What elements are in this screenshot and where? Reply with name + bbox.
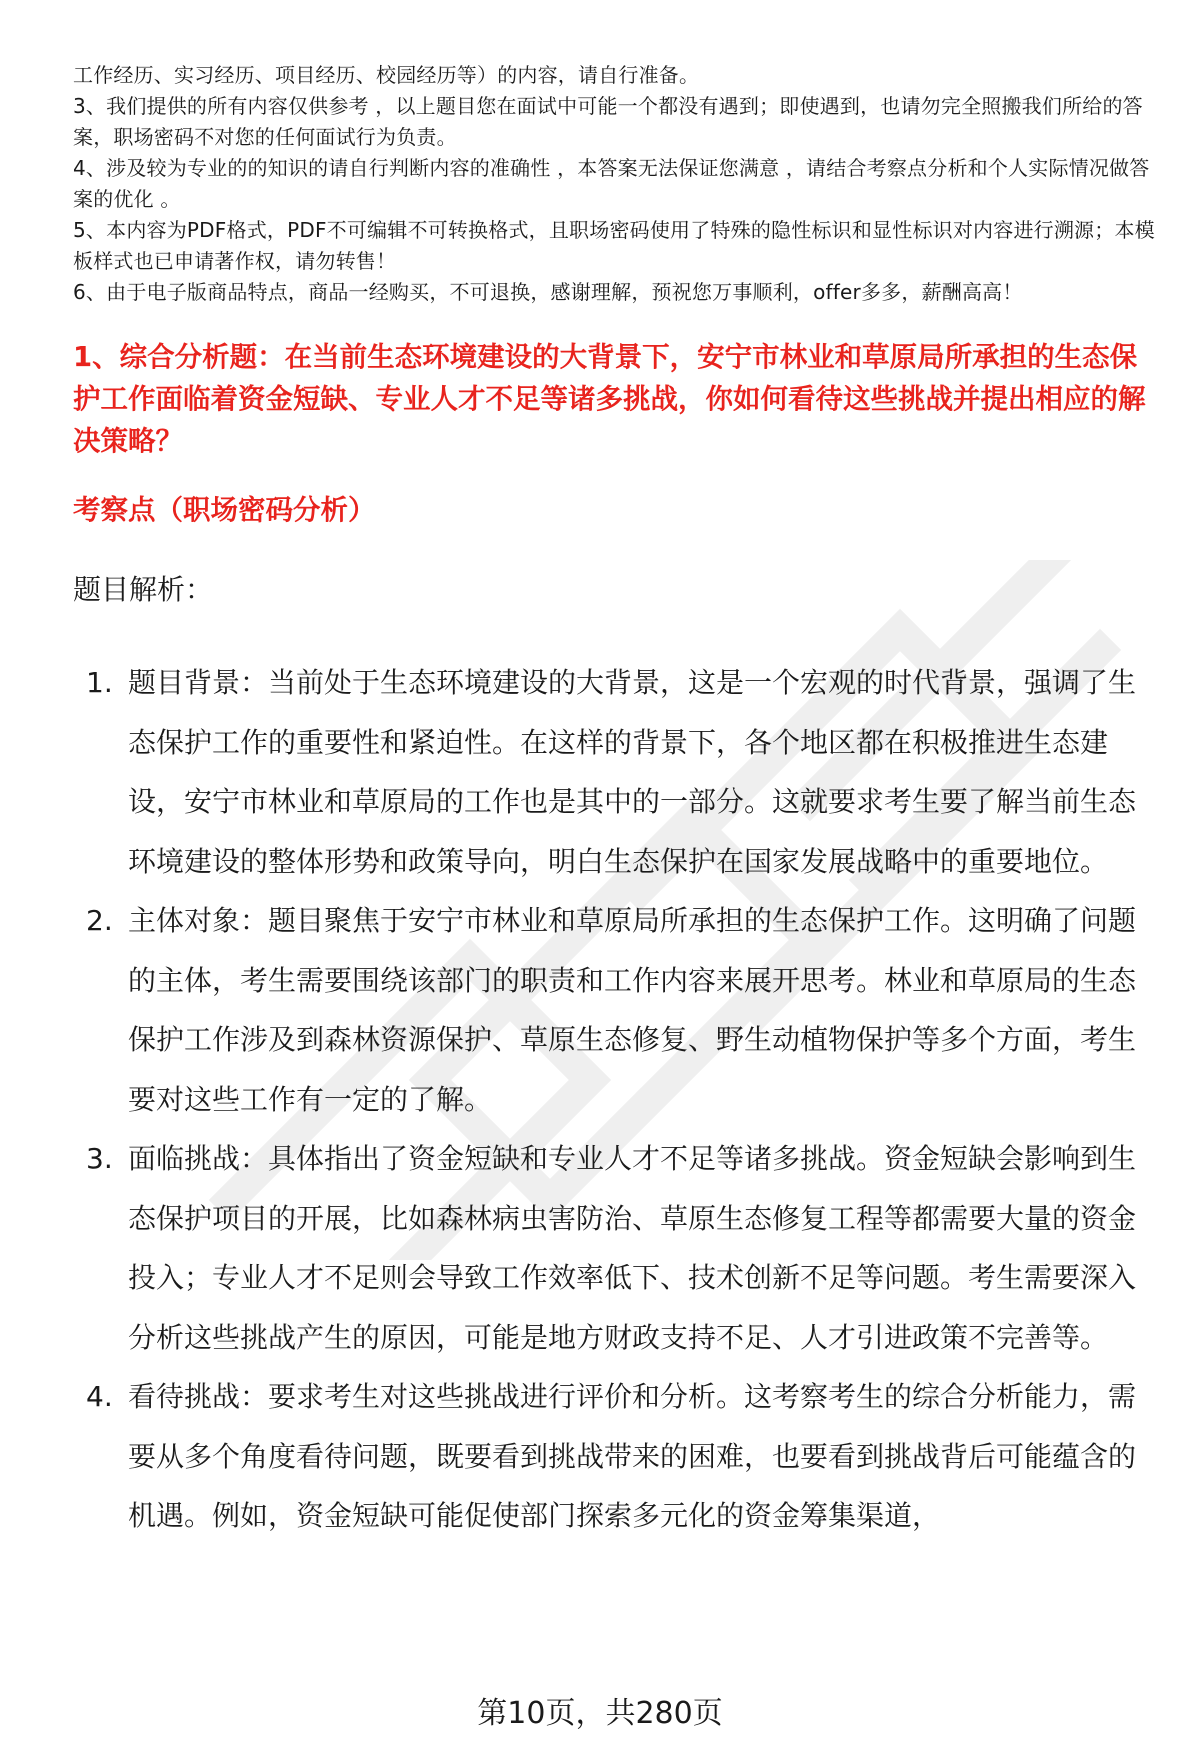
list-item bbox=[73, 891, 1153, 1129]
page-number-footer: 第10页，共280页 bbox=[477, 1696, 723, 1731]
list-item-text: 面临挑战：具体指出了资金短缺和专业人才不足等诸多挑战。资金短缺会影响到生态保护项目的开展，比如森林病虫害防治、草原生态修复工程等都需要大量的资金投入；专业人才不足则会导致工作效率低下、技术创新不足等问题。考生需要深入分析这些挑战产生的原因，可能是地方财政支持不足、人才引进政策不完善等。 bbox=[128, 1142, 1137, 1354]
note-line: 4、涉及较为专业的的知识的请自行判断内容的准确性 ，本答案无法保证您满意 ，请结合考察点分析和个人实际情况做答案的优化 。 bbox=[73, 156, 1150, 211]
list-item-number: 3. bbox=[86, 1142, 113, 1175]
note-line: 5、本内容为PDF格式，PDF不可编辑不可转换格式，且职场密码使用了特殊的隐性标识和显性标识对内容进行溯源；本模板样式也已申请著作权，请勿转售！ bbox=[73, 218, 1155, 273]
list-item-number: 1. bbox=[86, 666, 113, 699]
list-item-number: 4. bbox=[86, 1380, 113, 1413]
analysis-list bbox=[73, 653, 1153, 1546]
list-item-text: 看待挑战：要求考生对这些挑战进行评价和分析。这考察考生的综合分析能力，需要从多个角度看待问题，既要看到挑战带来的困难，也要看到挑战背后可能蕴含的机遇。例如，资金短缺可能促使部门探索多元化的资金筹集渠道， bbox=[128, 1380, 1137, 1532]
note-line: 工作经历、实习经历、项目经历、校园经历等）的内容，请自行准备。 bbox=[73, 63, 700, 87]
list-item bbox=[73, 653, 1153, 891]
section-heading: 考察点（职场密码分析） bbox=[73, 494, 376, 526]
list-item-number: 2. bbox=[86, 904, 113, 937]
note-line: 3、我们提供的所有内容仅供参考 ，以上题目您在面试中可能一个都没有遇到；即使遇到，也请勿完全照搬我们所给的答案，职场密码不对您的任何面试行为负责。 bbox=[73, 94, 1143, 149]
list-item bbox=[73, 1129, 1153, 1367]
analysis-label: 题目解析： bbox=[73, 573, 214, 606]
notes-block bbox=[73, 60, 1163, 308]
question-title: 1、综合分析题：在当前生态环境建设的大背景下，安宁市林业和草原局所承担的生态保护工作面临着资金短缺、专业人才不足等诸多挑战，你如何看待这些挑战并提出相应的解决策略？ bbox=[73, 341, 1146, 457]
list-item-text: 题目背景：当前处于生态环境建设的大背景，这是一个宏观的时代背景，强调了生态保护工作的重要性和紧迫性。在这样的背景下，各个地区都在积极推进生态建设，安宁市林业和草原局的工作也是其中的一部分。这就要求考生要了解当前生态环境建设的整体形势和政策导向，明白生态保护在国家发展战略中的重要地位。 bbox=[128, 666, 1137, 878]
list-item bbox=[73, 1367, 1153, 1546]
note-line: 6、由于电子版商品特点，商品一经购买，不可退换，感谢理解，预祝您万事顺利，offer多多，薪酬高高！ bbox=[73, 280, 1023, 304]
list-item-text: 主体对象：题目聚焦于安宁市林业和草原局所承担的生态保护工作。这明确了问题的主体，考生需要围绕该部门的职责和工作内容来展开思考。林业和草原局的生态保护工作涉及到森林资源保护、草原生态修复、野生动植物保护等多个方面，考生要对这些工作有一定的了解。 bbox=[128, 904, 1137, 1116]
